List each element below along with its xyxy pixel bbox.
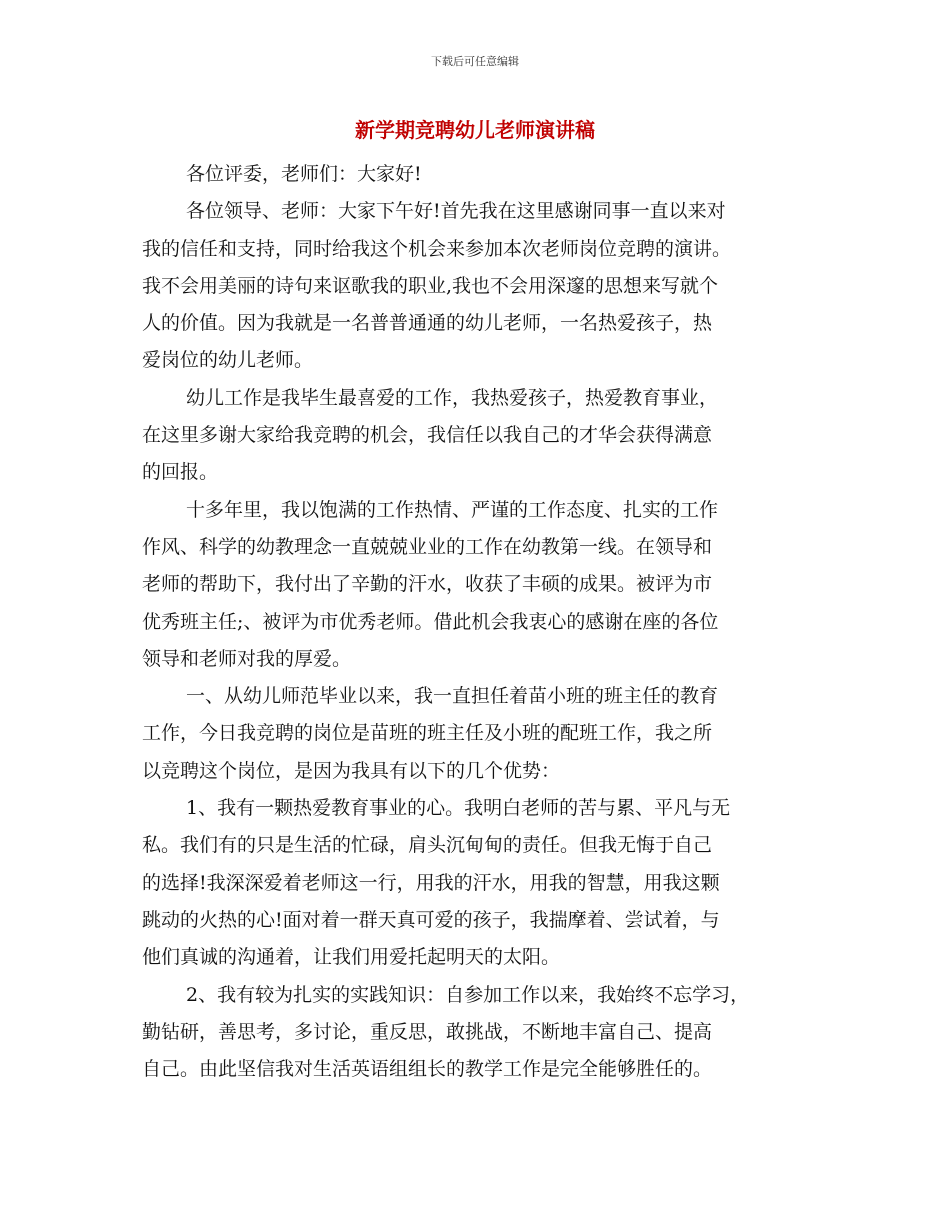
- text-line: 爱岗位的幼儿老师。: [142, 349, 314, 372]
- text-line: 的选择!我深深爱着老师这一行，用我的汗水，用我的智慧，用我这颗: [142, 871, 720, 894]
- text-line: 幼儿工作是我毕生最喜爱的工作，我热爱孩子，热爱教育事业，: [186, 386, 719, 409]
- page-header: 下载后可任意编辑: [431, 55, 519, 68]
- text-line: 作风、科学的幼教理念一直兢兢业业的工作在幼教第一线。在领导和: [142, 535, 713, 558]
- text-line: 跳动的火热的心!面对着一群天真可爱的孩子，我揣摩着、尝试着，与: [142, 908, 720, 931]
- text-line: 以竞聘这个岗位，是因为我具有以下的几个优势：: [142, 759, 561, 782]
- text-line: 的回报。: [142, 461, 219, 484]
- text-line: 各位领导、老师：大家下午好!首先我在这里感谢同事一直以来对: [186, 200, 726, 223]
- text-line: 人的价值。因为我就是一名普普通通的幼儿老师，一名热爱孩子，热: [142, 312, 713, 335]
- text-line: 勤钻研，善思考，多讨论，重反思，敢挑战，不断地丰富自己、提高: [142, 1020, 713, 1043]
- text-line: 一、从幼儿师范毕业以来，我一直担任着苗小班的班主任的教育: [186, 685, 719, 708]
- document-body: [142, 156, 832, 1088]
- text-line: 老师的帮助下，我付出了辛勤的汗水，收获了丰硕的成果。被评为市: [142, 573, 713, 596]
- text-line: 他们真诚的沟通着，让我们用爱托起明天的太阳。: [142, 946, 561, 969]
- text-line: 自己。由此坚信我对生活英语组组长的教学工作是完全能够胜任的。: [142, 1058, 713, 1081]
- text-line: 十多年里，我以饱满的工作热情、严谨的工作态度、扎实的工作: [186, 498, 719, 521]
- text-line: 优秀班主任;、被评为市优秀老师。借此机会我衷心的感谢在座的各位: [142, 610, 719, 633]
- text-line: 我的信任和支持，同时给我这个机会来参加本次老师岗位竞聘的演讲。: [142, 237, 732, 260]
- text-line: 1、我有一颗热爱教育事业的心。我明白老师的苦与累、平凡与无: [186, 797, 731, 820]
- text-line: 2、我有较为扎实的实践知识：自参加工作以来，我始终不忘学习，: [186, 983, 750, 1006]
- text-line: 在这里多谢大家给我竞聘的机会，我信任以我自己的才华会获得满意: [142, 424, 713, 447]
- text-line: 私。我们有的只是生活的忙碌，肩头沉甸甸的责任。但我无悔于自己: [142, 834, 713, 857]
- text-line: 领导和老师对我的厚爱。: [142, 647, 352, 670]
- text-line: 工作，今日我竞聘的岗位是苗班的班主任及小班的配班工作，我之所: [142, 722, 713, 745]
- document-title: 新学期竞聘幼儿老师演讲稿: [355, 118, 595, 142]
- text-line: 各位评委，老师们：大家好!: [186, 163, 422, 185]
- text-line: 我不会用美丽的诗句来讴歌我的职业,我也不会用深邃的思想来写就个: [142, 274, 719, 297]
